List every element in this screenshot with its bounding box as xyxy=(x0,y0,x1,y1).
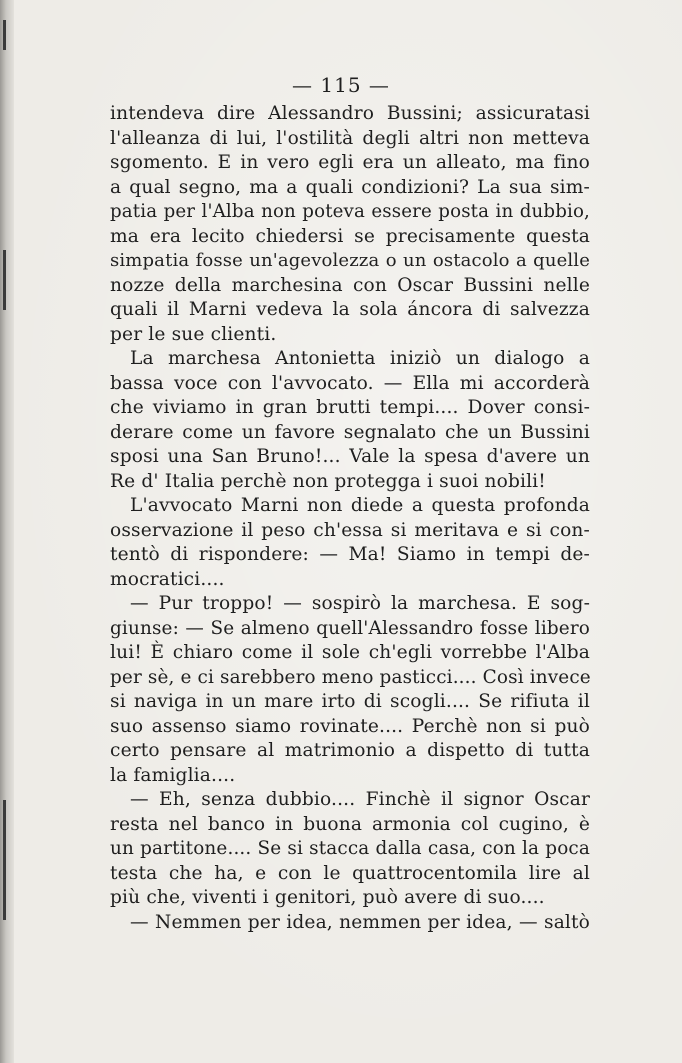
text-line: a qual segno, ma a quali condizioni? La sua sim- xyxy=(110,176,590,198)
text-line: bassa voce con l'avvocato. — Ella mi accorderà xyxy=(110,372,590,394)
text-line: resta nel banco in buona armonia col cugino, è xyxy=(110,813,590,835)
text-line: si naviga in un mare irto di scogli.... Se rifiuta il xyxy=(110,691,590,712)
text-line: giunse: — Se almeno quell'Alessandro fosse libero xyxy=(110,617,590,639)
text-line: — Pur troppo! — sospirò la marchesa. E sog- xyxy=(130,593,590,614)
text-line: osservazione il peso ch'essa si meritava e si con- xyxy=(110,519,590,541)
text-line: per sè, e ci sarebbero meno pasticci.... Così invece xyxy=(110,666,591,688)
text-line: — Eh, senza dubbio.... Finchè il signor Oscar xyxy=(130,789,590,810)
text-line: nozze della marchesina con Oscar Bussini nelle xyxy=(110,274,590,296)
text-line: che viviamo in gran brutti tempi.... Dover consi- xyxy=(110,397,590,418)
text-line: la famiglia.... xyxy=(110,764,236,786)
text-line: lui! È chiaro come il sole ch'egli vorrebbe l'Alba xyxy=(110,642,590,663)
text-line: certo pensare al matrimonio a dispetto di tutta xyxy=(110,740,590,761)
text-line: quali il Marni vedeva la sola áncora di salvezza xyxy=(110,299,590,320)
body-text xyxy=(110,102,590,935)
text-line: sgomento. E in vero egli era un alleato, ma fino xyxy=(110,152,590,173)
text-line: simpatia fosse un'agevolezza o un ostacolo a quelle xyxy=(110,250,590,271)
binding-mark xyxy=(3,250,6,310)
page-number: — 115 — xyxy=(292,73,390,97)
text-line: sposi una San Bruno!... Vale la spesa d'avere un xyxy=(110,446,590,467)
binding-mark xyxy=(3,800,6,920)
text-line: testa che ha, e con le quattrocentomila lire al xyxy=(110,862,590,884)
text-line: — Nemmen per idea, nemmen per idea, — saltò xyxy=(130,911,590,933)
binding-mark xyxy=(3,20,6,50)
text-line: patia per l'Alba non poteva essere posta in dubbio, xyxy=(110,201,590,222)
text-line: intendeva dire Alessandro Bussini; assicuratasi xyxy=(110,103,590,124)
text-line: suo assenso siamo rovinate.... Perchè non si può xyxy=(110,715,590,737)
text-line: L'avvocato Marni non diede a questa profonda xyxy=(130,495,590,516)
text-line: un partitone.... Se si stacca dalla casa, con la poca xyxy=(110,838,590,859)
text-line: l'alleanza di lui, l'ostilità degli altri non metteva xyxy=(110,127,590,149)
text-line: più che, viventi i genitori, può avere di suo.... xyxy=(110,887,545,908)
text-line: La marchesa Antonietta iniziò un dialogo a xyxy=(130,348,590,369)
text-line: mocratici.... xyxy=(110,568,225,590)
text-line: derare come un favore segnalato che un Bussini xyxy=(110,421,590,443)
text-line: tentò di rispondere: — Ma! Siamo in tempi de- xyxy=(110,544,590,565)
text-line: Re d' Italia perchè non protegga i suoi nobili! xyxy=(110,470,546,492)
text-line: per le sue clienti. xyxy=(110,323,277,345)
text-line: ma era lecito chiedersi se precisamente questa xyxy=(110,225,590,247)
